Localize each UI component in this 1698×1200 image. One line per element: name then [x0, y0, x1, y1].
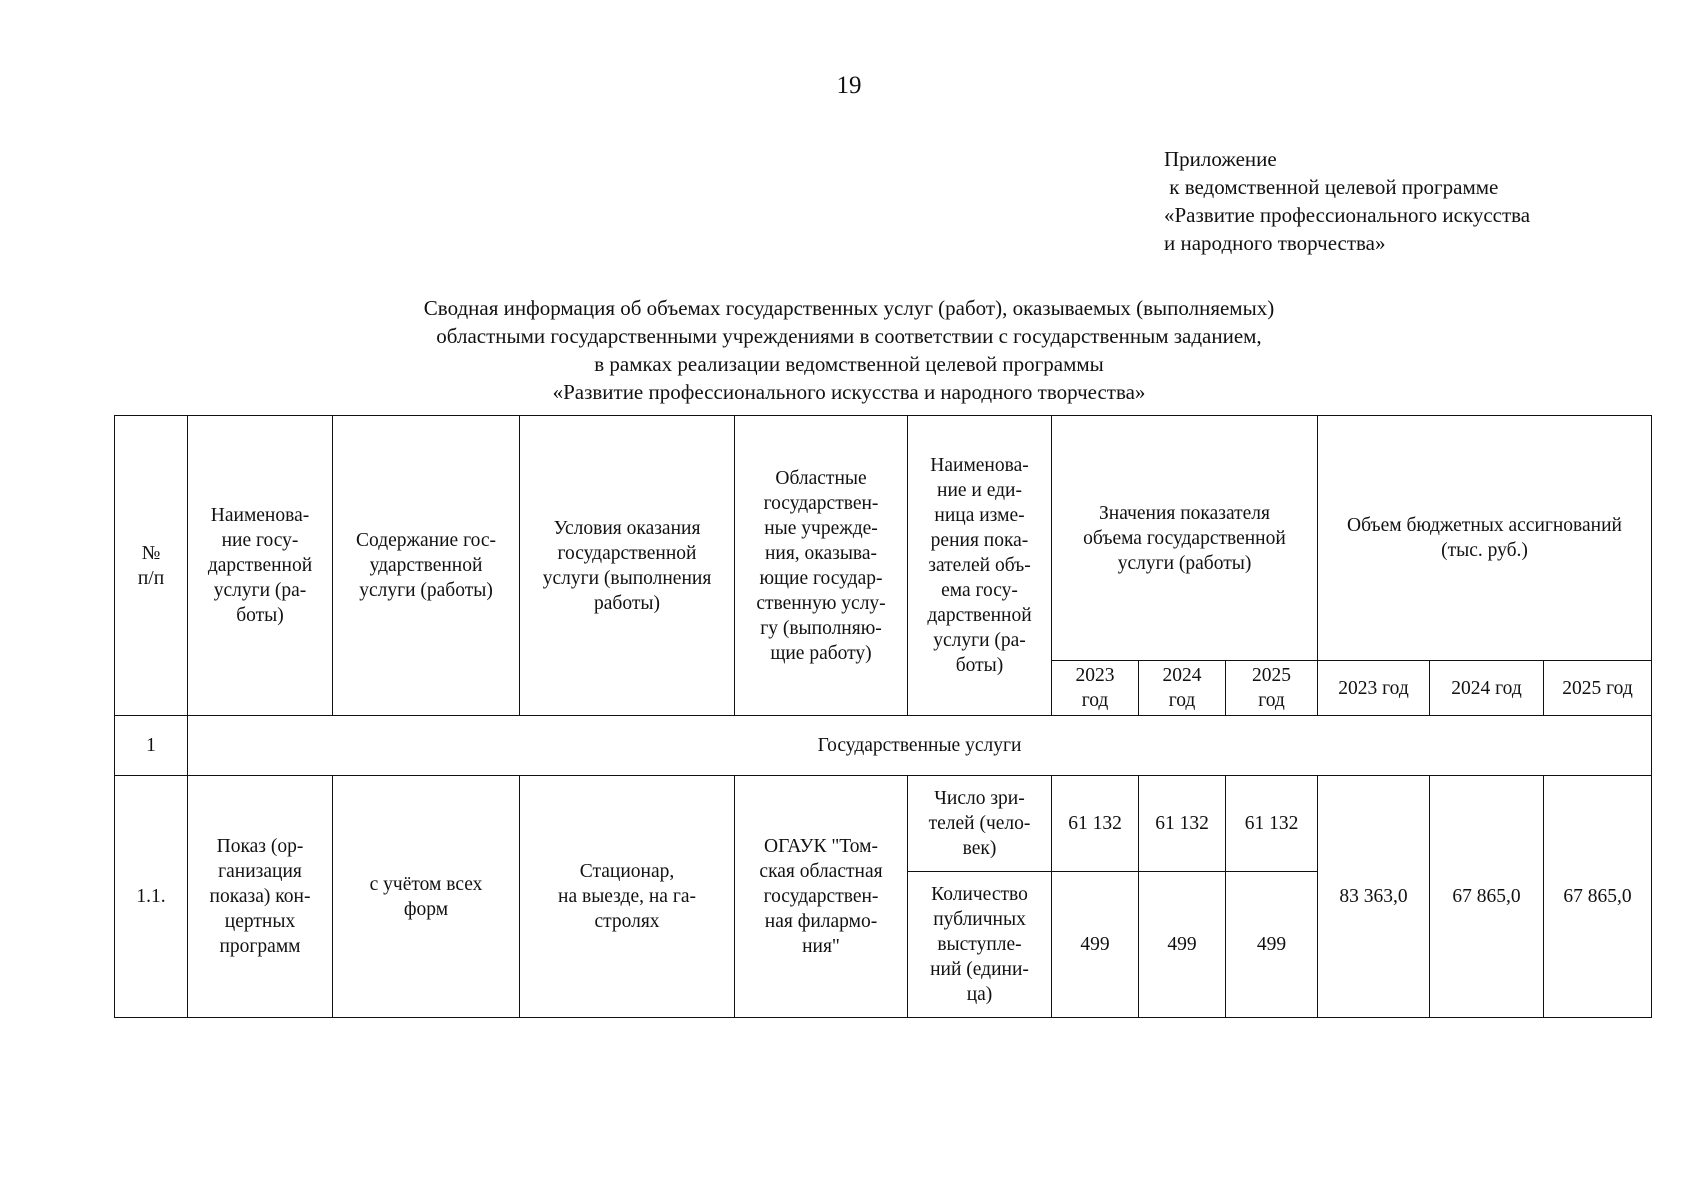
row-indicator-value: 61 132 — [1139, 776, 1226, 872]
header-budget: Объем бюджетных ассигнований (тыс. руб.) — [1318, 416, 1652, 661]
row-indicator-value: 499 — [1139, 872, 1226, 1018]
row-indicator-name: Количество публичных выступле- ний (едини- ца) — [908, 872, 1052, 1018]
row-conditions: Стационар, на выезде, на га- стролях — [520, 776, 735, 1018]
row-indicator-value: 61 132 — [1052, 776, 1139, 872]
section-label: Государственные услуги — [188, 716, 1652, 776]
header-row — [115, 416, 1652, 661]
header-indicator: Наименова- ние и еди- ница изме- рения пока- зателей объ- ема госу- дарственной услуги (ра- боты) — [908, 416, 1052, 716]
header-value-year: 2024 год — [1139, 661, 1226, 716]
header-budget-year: 2025 год — [1544, 661, 1652, 716]
row-service-name: Показ (ор- ганизация показа) кон- цертных программ — [188, 776, 333, 1018]
appendix-line: и народного творчества» — [1164, 231, 1386, 255]
title-line: в рамках реализации ведомственной целевой программы — [594, 352, 1104, 376]
title-line: «Развитие профессионального искусства и народного творчества» — [552, 380, 1146, 404]
appendix-note — [1164, 145, 1530, 257]
row-indicator-value: 499 — [1226, 872, 1318, 1018]
title-line: Сводная информация об объемах государственных услуг (работ), оказываемых (выполняемых) — [423, 296, 1275, 320]
header-budget-year: 2023 год — [1318, 661, 1430, 716]
row-indicator-name: Число зри- телей (чело- век) — [908, 776, 1052, 872]
header-value-year: 2025 год — [1226, 661, 1318, 716]
row-budget-value: 67 865,0 — [1430, 776, 1544, 1018]
section-num: 1 — [115, 716, 188, 776]
row-budget-value: 83 363,0 — [1318, 776, 1430, 1018]
title-line: областными государственными учреждениями в соответствии с государственным заданием, — [436, 324, 1262, 348]
row-budget-value: 67 865,0 — [1544, 776, 1652, 1018]
row-indicator-value: 499 — [1052, 872, 1139, 1018]
row-num: 1.1. — [115, 776, 188, 1018]
row-institution: ОГАУК "Том- ская областная государствен- ная филармо- ния" — [735, 776, 908, 1018]
header-indicator-values: Значения показателя объема государственной услуги (работы) — [1052, 416, 1318, 661]
document-title — [0, 294, 1698, 406]
appendix-line: к ведомственной целевой программе — [1164, 175, 1499, 199]
header-institutions: Областные государствен- ные учрежде- ния, оказыва- ющие государ- ственную услу- гу (выполняю- щие работу) — [735, 416, 908, 716]
header-value-year: 2023 год — [1052, 661, 1139, 716]
appendix-line: «Развитие профессионального искусства — [1164, 203, 1531, 227]
appendix-line: Приложение — [1164, 147, 1277, 171]
section-row — [115, 716, 1652, 776]
header-content: Содержание гос- ударственной услуги (работы) — [333, 416, 520, 716]
header-budget-year: 2024 год — [1430, 661, 1544, 716]
header-service-name: Наименова- ние госу- дарственной услуги (ра- боты) — [188, 416, 333, 716]
page-number: 19 — [836, 72, 862, 99]
header-num: № п/п — [115, 416, 188, 716]
row-content: с учётом всех форм — [333, 776, 520, 1018]
table-row — [115, 776, 1652, 872]
row-indicator-value: 61 132 — [1226, 776, 1318, 872]
services-table — [114, 415, 1652, 1018]
header-conditions: Условия оказания государственной услуги (выполнения работы) — [520, 416, 735, 716]
